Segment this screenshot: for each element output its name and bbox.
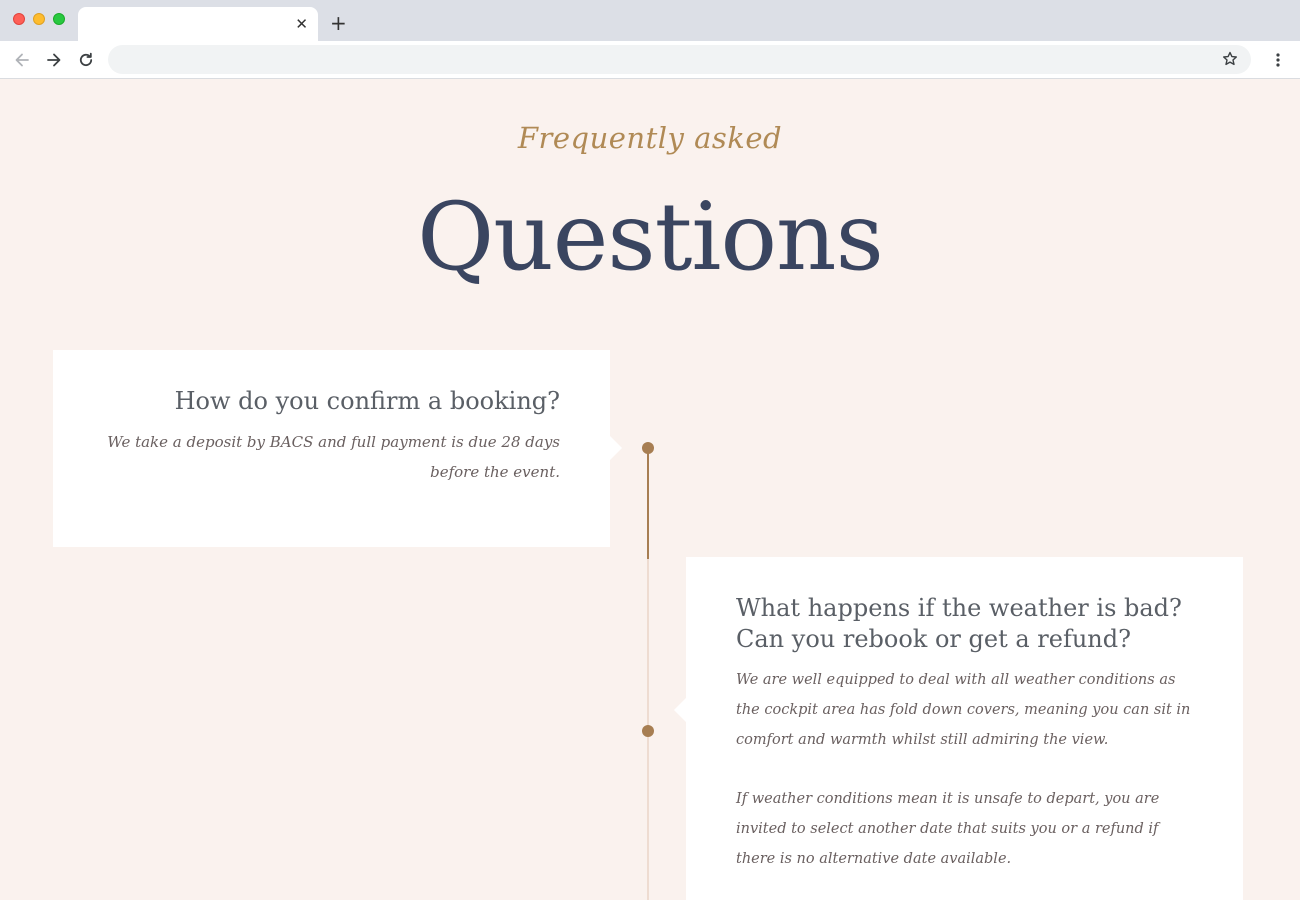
close-icon[interactable]: ✕ — [295, 15, 308, 33]
back-arrow-icon[interactable] — [10, 48, 34, 72]
card-pointer — [610, 436, 622, 460]
star-icon[interactable] — [1219, 48, 1241, 70]
faq-question — [736, 593, 1193, 655]
browser-tab[interactable] — [78, 7, 318, 41]
faq-answer: We take a deposit by BACS and full payment is due 28 days before the event. — [107, 433, 560, 481]
window-close-button[interactable] — [13, 13, 25, 25]
window-minimize-button[interactable] — [33, 13, 45, 25]
timeline-progress — [647, 447, 649, 559]
faq-question-line: Can you rebook or get a refund? — [736, 625, 1131, 653]
forward-arrow-icon[interactable] — [42, 48, 66, 72]
faq-question-line: What happens if the weather is bad? — [736, 594, 1182, 622]
faq-card — [686, 557, 1243, 900]
faq-question: How do you confirm a booking? — [174, 387, 560, 415]
tab-bar — [0, 0, 1300, 41]
timeline-dot — [642, 442, 654, 454]
address-bar[interactable] — [108, 45, 1251, 74]
plus-icon[interactable]: + — [330, 11, 347, 35]
page-content — [0, 79, 1300, 900]
page-title: Questions — [417, 183, 883, 292]
timeline-dot — [642, 725, 654, 737]
faq-card — [53, 350, 610, 547]
browser-toolbar — [0, 41, 1300, 79]
window-maximize-button[interactable] — [53, 13, 65, 25]
menu-dots-icon[interactable] — [1268, 48, 1288, 72]
section-kicker: Frequently asked — [517, 121, 783, 155]
reload-icon[interactable] — [74, 48, 98, 72]
faq-answer: If weather conditions mean it is unsafe to depart, you are invited to select another date that suits you or a refund if there is no alternative date available. — [736, 791, 1160, 867]
faq-answer: We are well equipped to deal with all weather conditions as the cockpit area has fold down covers, meaning you can sit in comfort and warmth whilst still admiring the view. — [736, 672, 1191, 748]
card-pointer — [674, 698, 686, 722]
